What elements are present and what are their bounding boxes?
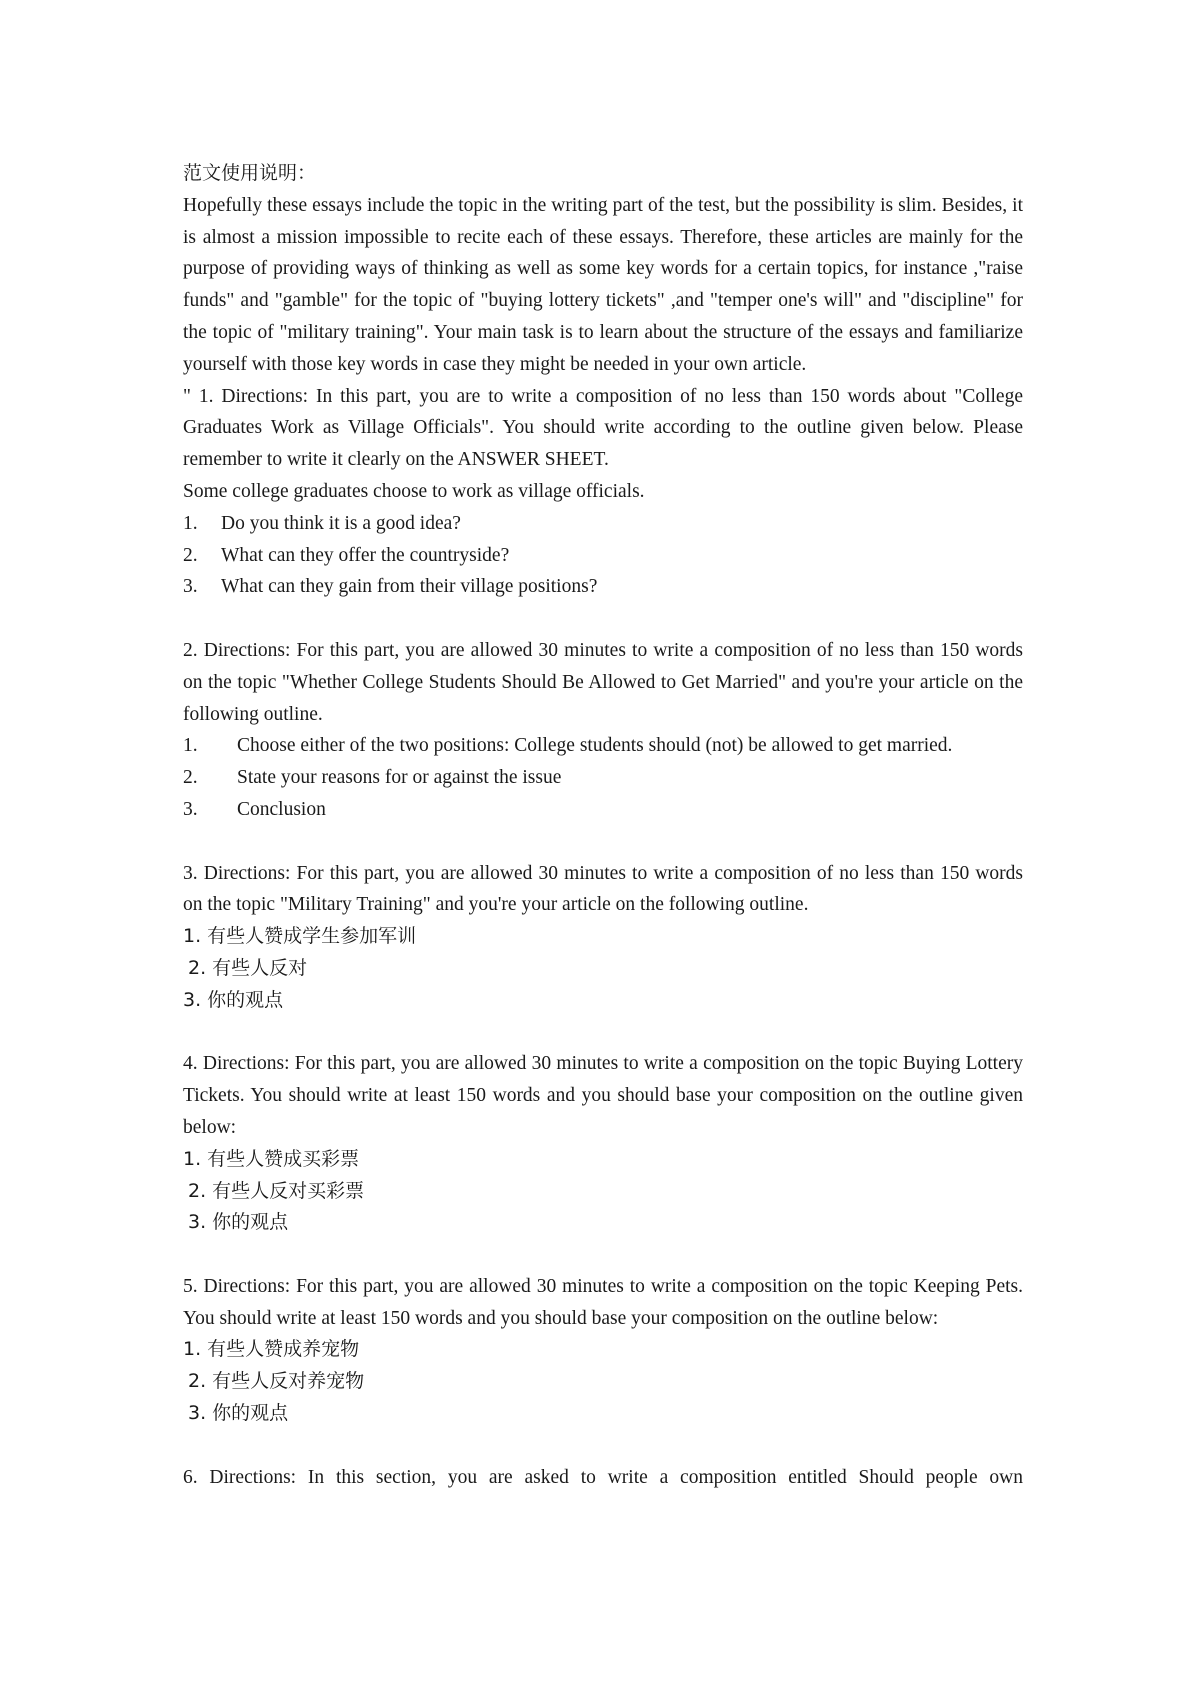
spacer — [183, 1239, 1023, 1271]
directions-3: 3. Directions: For this part, you are allowed 30 minutes to write a composition of no less than 150 words on the topic "Military Training" and you're your article on the following outline. — [183, 862, 1023, 916]
list-text: What can they gain from their village positions? — [221, 576, 598, 598]
list-item — [183, 730, 1023, 762]
spacer — [183, 603, 1023, 635]
document-body — [183, 158, 1023, 1493]
list-number: 2. — [183, 767, 198, 789]
intro-paragraph: Hopefully these essays include the topic in the writing part of the test, but the possibility is slim. Besides, it is almost a mission impossible to recite each of these essays. Therefore, these articles are mainly for the purpose of providing ways of thinking as well as some key words for a certain topics, for instance ,"raise funds" and "gamble" for the topic of "buying lottery tickets" ,and "temper one's will" and "discipline" for the topic of "military training". Your main task is to learn about the structure of the essays and familiarize yourself with those key words in case they might be needed in your own article. — [183, 194, 1023, 375]
list-number: 2. — [183, 544, 198, 566]
outline-item: 2. 有些人反对买彩票 — [188, 1179, 365, 1202]
header: 范文使用说明： — [183, 162, 317, 184]
directions-5: 5. Directions: For this part, you are allowed 30 minutes to write a composition on the topic Keeping Pets. You should write at least 150 words and you should base your composition on the outline below: — [183, 1275, 1023, 1329]
list-number: 3. — [183, 798, 198, 820]
list-text: Choose either of the two positions: College students should (not) be allowed to get married. — [237, 735, 953, 757]
list-text: Conclusion — [237, 798, 326, 820]
list-number: 3. — [183, 576, 198, 598]
outline-item: 1. 有些人赞成买彩票 — [183, 1147, 360, 1170]
list-item — [183, 571, 1023, 603]
list-text: State your reasons for or against the issue — [237, 767, 562, 789]
directions-2: 2. Directions: For this part, you are allowed 30 minutes to write a composition of no less than 150 words on the topic "Whether College Students Should Be Allowed to Get Married" and you're your article on the following outline. — [183, 639, 1023, 725]
directions-4: 4. Directions: For this part, you are allowed 30 minutes to write a composition on the topic Buying Lottery Tickets. You should write at least 150 words and you should base your composition on the outline given below: — [183, 1053, 1023, 1138]
outline-item: 3. 你的观点 — [183, 988, 284, 1011]
list-text: Do you think it is a good idea? — [221, 512, 461, 534]
outline-item: 1. 有些人赞成学生参加军训 — [183, 925, 417, 948]
list-number: 1. — [183, 735, 198, 757]
list-item — [183, 540, 1023, 572]
list-item — [183, 762, 1023, 794]
outline-list-1 — [183, 508, 1023, 603]
list-item — [183, 508, 1023, 540]
outline-list-2 — [183, 730, 1023, 825]
outline-item: 1. 有些人赞成养宠物 — [183, 1338, 360, 1361]
outline-item: 3. 你的观点 — [188, 1211, 289, 1234]
outline-item: 3. 你的观点 — [188, 1402, 289, 1425]
prompt-1: Some college graduates choose to work as village officials. — [183, 480, 645, 502]
directions-6: 6. Directions: In this section, you are asked to write a composition entitled Should people own — [183, 1466, 1023, 1488]
outline-item: 2. 有些人反对养宠物 — [188, 1370, 365, 1393]
spacer — [183, 826, 1023, 858]
list-text: What can they offer the countryside? — [221, 544, 510, 566]
outline-item: 2. 有些人反对 — [188, 956, 308, 979]
spacer — [183, 1430, 1023, 1462]
directions-1: " 1. Directions: In this part, you are to write a composition of no less than 150 words about "College Graduates Work as Village Officials". You should write according to the outline given below. Please remember to write it clearly on the ANSWER SHEET. — [183, 385, 1023, 471]
spacer — [183, 1017, 1023, 1049]
list-item — [183, 794, 1023, 826]
list-number: 1. — [183, 512, 198, 534]
